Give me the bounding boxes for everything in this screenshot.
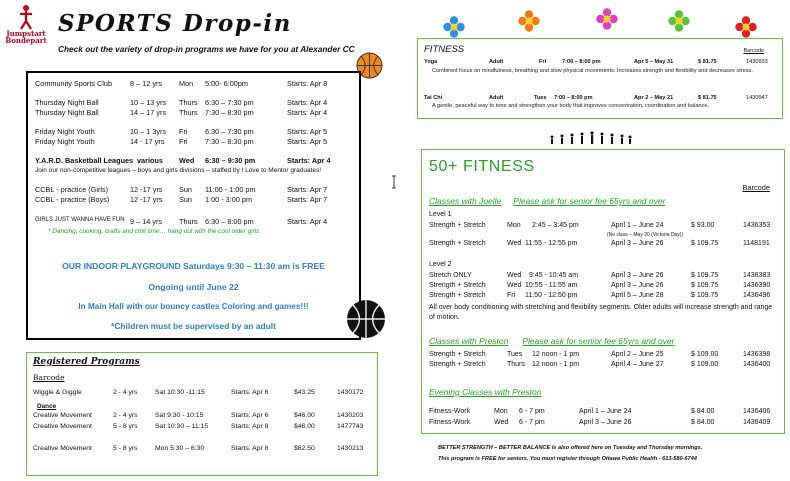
- tai-chi-description: A gentle, peaceful way to tone and strengthen your body that improves concentration, coordination and balance.: [432, 103, 710, 109]
- text-cursor-icon: [391, 175, 397, 189]
- registered-barcode-header: Barcode: [33, 373, 65, 382]
- red-flower-icon: [735, 16, 757, 38]
- no-class-note: (No class – May 20 (Victoria Day)): [607, 232, 684, 238]
- blue-flower-icon: [443, 16, 465, 38]
- fifty-plus-fitness-box: 50+ FITNESS Barcode Classes with Joelle Please ask for senior fee 65yrs and over Level 1 Strength + Stretch Mon 2:45 – 3:45 pm April 1 – June 24 $ 93.00 1436353 (No class – May 20 (Victoria Day)) Strength + Stretch Wed 11:55 - 12:55 pm April 3 – June 26 $ 109.75 1148191 Level 2 Stretch ONLY Wed 9:45 - 10:45 am April 3 – June 26 $ 109.75 1436383 Strength + Stretch Wed 10:55 - 11:55 am April 3 – June 26 $ 109.75 1436390 Strength + Stretch Fri 11:50 - 12:50 pm April 5 – June 28 $ 109.75 1436496 All over body conditioning with stretching and flexibility segments. Older adults will increase strength and range of motion. Classes with Preston Please ask for senior fee 65yrs and over Strength + Stretch Tues 12 noon - 1 pm April 2 – June 25 $ 109.00 1436398 Strength + Stretch Thurs 12 noon - 1 pm April 4 – June 27 $ 109.00 1436400 Evening Classes with Preston Fitness-Work Mon 6 - 7 pm April 1 – June 24 $ 84.00 1436406 Fitness-Work Wed 6 - 7 pm April 3 – June 26 $ 84.00 1436409: [421, 149, 785, 434]
- black-basketball-icon: [346, 299, 386, 339]
- logo-text: Jumpstart Bondepart: [5, 29, 47, 45]
- registered-title: Registered Programs: [33, 357, 140, 367]
- level-1-label: Level 1: [429, 211, 452, 218]
- preston-section-header: Classes with Preston Please ask for senior fee 65yrs and over: [429, 336, 675, 346]
- registered-programs-box: Registered Programs Barcode Wiggle & Giggle 2 - 4 yrs Sat 10:30 -11:15 Starts: Apr 6 $43.25 1430172 Dance Creative Movement 2 - 4 yrs Sat 9:30 - 10:15 Starts: Apr 6 $46.00 1430203 Creative Movement 5 - 8 yrs Sat 10:30 – 11:15 Starts: Apr 8 $46.00 1477743 Creative Movement 5 - 8 yrs Mon 5:30 – 6:30 Starts: Apr 8 $62.50 1430213: [26, 352, 378, 476]
- fitness-box: FITNESS Barcode Yoga Adult Fri 7:00 – 8:00 pm Apr 5 – May 31 $ 81.75 1430933 Combined focus on mindfulness, breathing and slow physical movements. Increases strength and flexibility and decreases stress. Tai Chi Adult Tues 7:00 – 8:00 pm Apr 2 – May 21 $ 81.75 1430947 A gentle, peaceful way to tone and strengthen your body that improves concentration, coordination and balance.: [417, 38, 783, 119]
- footer-line-1: BETTER STRENGTH – BETTER BALANCE is also offered here on Tuesday and Thursday mornings.: [438, 445, 703, 451]
- orange-flower-icon: [518, 10, 540, 32]
- yoga-description: Combined focus on mindfulness, breathing and slow physical movements. Increases strength and flexibility and decreases stress.: [432, 68, 753, 74]
- dropin-schedule-box: Community Sports Club 8 – 12 yrs Mon 5:00- 6:00pm Starts: Apr 8 Thursday Night Ball 10 – 13 yrs Thurs 6:30 – 7:30 pm Starts: Apr 4 Thursday Night Ball 14 – 17 yrs Thurs 7:30 – 8:30 pm Starts: Apr 4 Friday Night Youth 10 – 1 3yrs Fri 6:30 – 7:30 pm Starts: Apr 5 Friday Night Youth 14 - 17 yrs Fri 7:30 – 8:30 pm Starts: Apr 5 Y.A.R.D. Basketball Leagues various Wed 6:30 – 9:30 pm Starts: Apr 4 Join our non-competitive leagues – boys and girls divisions – staffed by I Love to Mentor graduates! CCBL - practice (Girls) 12 -17 yrs Sun 11:00 - 1:00 pm Starts: Apr 7 CCBL - practice (Boys) 12 -17 yrs Sun 1:00 - 3:00 pm Starts: Apr 7 GIRLS JUST WANNA HAVE FUN 9 – 14 yrs Thurs 6:30 – 8:00 pm Starts: Apr 4 * Dancing, cooking, crafts and chill time… hang out with the cool older girls OUR INDOOR PLAYGROUND Saturdays 9:30 – 11:30 am is FREE Ongoing until June 22 In Main Hall with our bouncy castles Coloring and games!!! *Children must be supervised by an adult: [26, 71, 361, 340]
- playground-warning: *Children must be supervised by an adult: [111, 321, 276, 331]
- page-subtitle: Check out the variety of drop-in programs we have for you at Alexander CC: [58, 44, 355, 54]
- dance-label: Dance: [37, 403, 57, 410]
- girls-note: * Dancing, cooking, crafts and chill time… hang out with the cool older girls: [48, 228, 260, 235]
- playground-description: In Main Hall with our bouncy castles Coloring and games!!!: [78, 302, 309, 311]
- fifty-plus-title: 50+ FITNESS: [429, 158, 535, 175]
- evening-section-header: Evening Classes with Preston: [429, 387, 542, 397]
- joelle-section-header: Classes with Joelle Please ask for senior fee 65yrs and over: [429, 196, 666, 206]
- level-2-description: All over body conditioning with stretching and flexibility segments. Older adults will increase strength and range of motion.: [429, 304, 773, 321]
- footer-line-2: This program is FREE for seniors. You must register through Ottawa Public Health - 613-580-6744: [438, 456, 697, 462]
- fifty-barcode-header: Barcode: [742, 183, 770, 192]
- jumpstart-logo: [4, 4, 48, 52]
- exercising-people-icon: [548, 131, 633, 145]
- playground-title: OUR INDOOR PLAYGROUND Saturdays 9:30 – 11:30 am is FREE: [62, 261, 325, 271]
- person-logo-icon: [18, 4, 34, 30]
- playground-ongoing: Ongoing until June 22: [148, 282, 239, 292]
- level-2-label: Level 2: [429, 261, 452, 268]
- pink-flower-icon: [596, 8, 618, 30]
- green-flower-icon: [668, 10, 690, 32]
- fitness-barcode-header: Barcode: [743, 48, 764, 54]
- page-title: SPORTS Drop-in: [58, 10, 292, 37]
- yard-note: Join our non-competitive leagues – boys and girls divisions – staffed by I Love to Mentor graduates!: [35, 167, 322, 174]
- fitness-title: FITNESS: [424, 44, 465, 55]
